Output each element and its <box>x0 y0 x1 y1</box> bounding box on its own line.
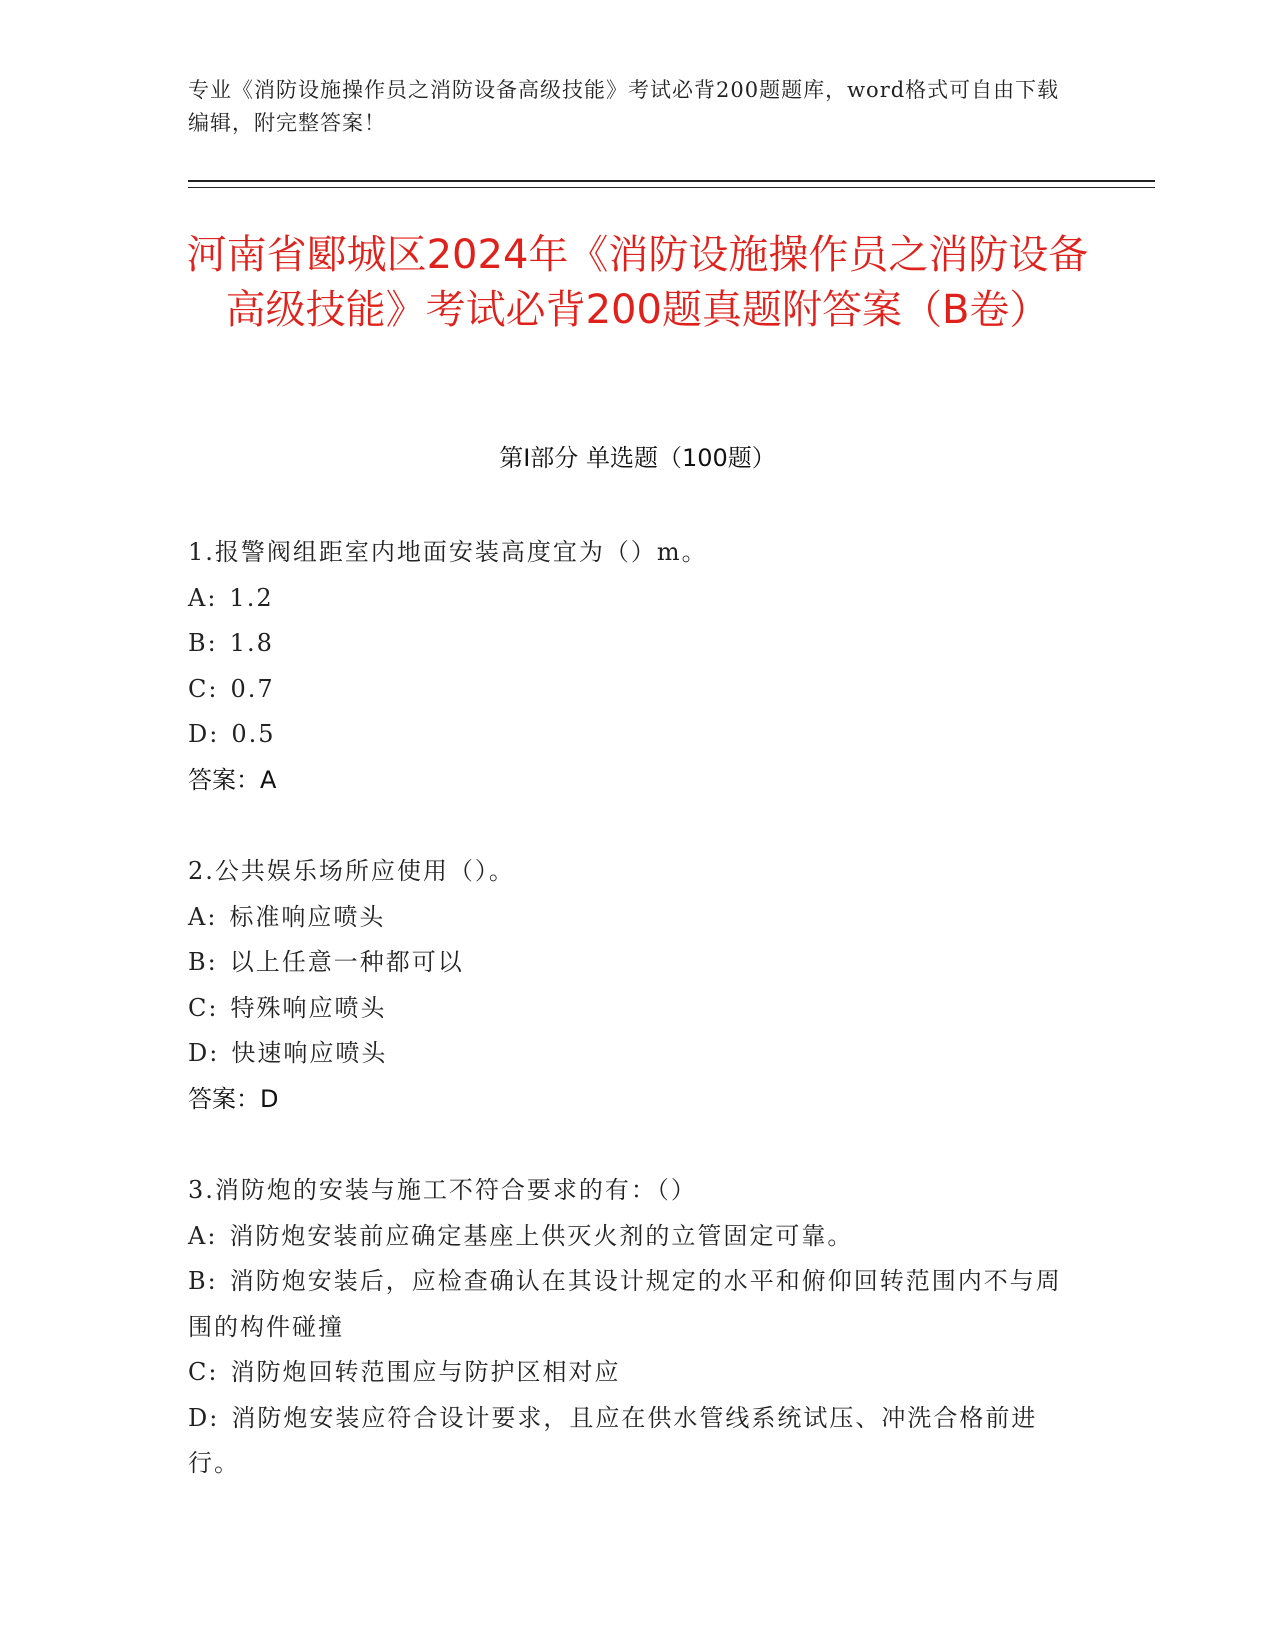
option-d <box>188 1031 1068 1077</box>
question-3 <box>188 1168 1068 1487</box>
option-text: 0.7 <box>230 674 275 703</box>
question-stem: 1.报警阀组距室内地面安装高度宜为（）m。 <box>188 538 708 566</box>
option-label: B: <box>188 1267 218 1295</box>
option-d <box>188 712 1068 758</box>
option-text: 1.8 <box>229 629 274 657</box>
question-2 <box>188 849 1068 1122</box>
option-label: C: <box>188 674 219 703</box>
option-text: 消防炮安装前应确定基座上供灭火剂的立管固定可靠。 <box>229 1221 854 1250</box>
option-b <box>188 940 1068 986</box>
option-label: B: <box>188 948 218 976</box>
document-title: 河南省郾城区2024年《消防设施操作员之消防设备高级技能》考试必背200题真题附答案（B卷） <box>186 232 1089 333</box>
option-label: B: <box>188 629 218 657</box>
answer-line: 答案：A <box>188 765 277 794</box>
option-d <box>188 1396 1068 1487</box>
question-stem: 3.消防炮的安装与施工不符合要求的有：（） <box>188 1176 697 1204</box>
option-label: A: <box>188 1221 218 1250</box>
option-c <box>188 667 1068 713</box>
option-label: D: <box>188 1403 220 1432</box>
option-label: D: <box>188 1039 220 1067</box>
question-1 <box>188 530 1068 803</box>
option-a <box>188 895 1068 941</box>
option-text: 消防炮安装应符合设计要求，且应在供水管线系统试压、冲洗合格前进行。 <box>188 1403 1038 1477</box>
option-c <box>188 986 1068 1032</box>
option-label: C: <box>188 1358 219 1386</box>
answer-line: 答案：D <box>188 1084 279 1113</box>
option-label: A: <box>188 583 218 612</box>
section-heading: 第Ⅰ部分 单选题（100题） <box>499 444 776 472</box>
header-divider-thin <box>188 187 1155 188</box>
option-text: 1.2 <box>229 583 274 612</box>
question-stem: 2.公共娱乐场所应使用（）。 <box>188 857 515 885</box>
option-text: 特殊响应喷头 <box>230 993 387 1022</box>
option-label: A: <box>188 902 218 931</box>
option-c <box>188 1350 1068 1396</box>
option-a <box>188 576 1068 622</box>
option-text: 消防炮安装后，应检查确认在其设计规定的水平和俯仰回转范围内不与周围的构件碰撞 <box>188 1267 1062 1341</box>
option-text: 标准响应喷头 <box>229 902 386 931</box>
option-text: 0.5 <box>231 720 276 748</box>
option-b <box>188 1259 1068 1350</box>
header-note: 专业《消防设施操作员之消防设备高级技能》考试必背200题题库，word格式可自由下载编辑，附完整答案！ <box>188 78 1060 135</box>
header-divider-thick <box>188 180 1155 182</box>
option-label: D: <box>188 720 220 748</box>
option-b <box>188 621 1068 667</box>
option-text: 消防炮回转范围应与防护区相对应 <box>230 1358 621 1386</box>
option-text: 以上任意一种都可以 <box>229 948 464 976</box>
option-a <box>188 1214 1068 1260</box>
option-text: 快速响应喷头 <box>231 1039 388 1067</box>
option-label: C: <box>188 993 219 1022</box>
